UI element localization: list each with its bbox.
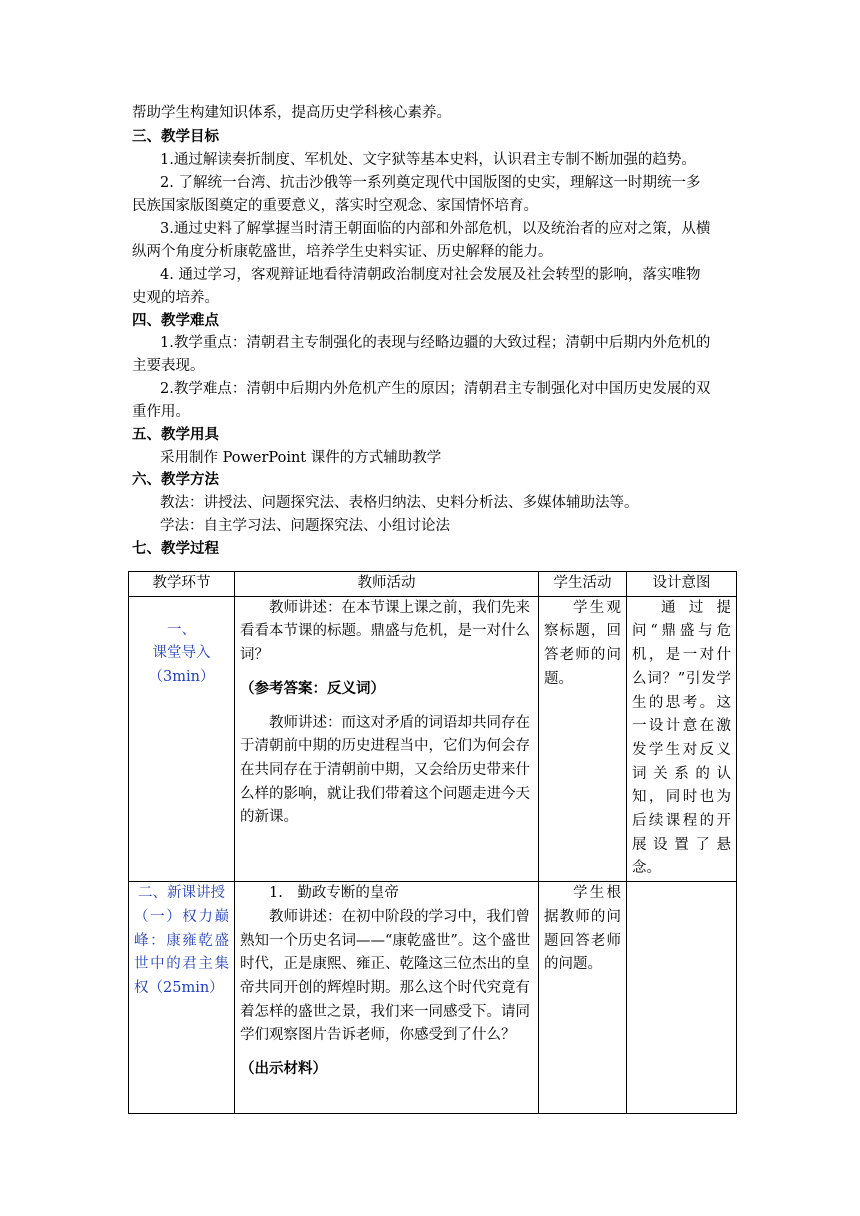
section-6-title: 六、教学方法 bbox=[132, 472, 219, 488]
teacher-subtitle: 1. 勤政专断的皇帝 bbox=[269, 885, 399, 902]
design-intent-cell bbox=[627, 882, 737, 1114]
student-activity-cell bbox=[539, 596, 627, 881]
table-row bbox=[129, 596, 737, 881]
intent-text: 通过提问“鼎盛与危机，是一对什么词？”引发学生的思考。这一设计意在激发学生对反义词关系的认知，同时也为后续课程的开展设置了悬念。 bbox=[632, 599, 731, 877]
reference-answer: （参考答案：反义词） bbox=[240, 680, 385, 697]
goal-line: 2. 了解统一台湾、抗击沙俄等一系列奠定现代中国版图的史实，理解这一时期统一多 bbox=[160, 175, 701, 191]
header-teacher: 教师活动 bbox=[235, 572, 539, 597]
stage-duration: （3min） bbox=[148, 669, 215, 686]
teaching-methods: 教法：讲授法、问题探究法、表格归纳法、史料分析法、多媒体辅助法等。 bbox=[160, 495, 639, 511]
tools-text: 采用制作 PowerPoint 课件的方式辅助教学 bbox=[160, 450, 442, 466]
difficulty-line: 1.教学重点：清朝君主专制强化的表现与经略边疆的大致过程；清朝中后期内外危机的 bbox=[160, 335, 711, 351]
difficulty-line: 主要表现。 bbox=[132, 358, 205, 374]
section-4-title: 四、教学难点 bbox=[132, 313, 219, 329]
stage-cell bbox=[129, 882, 235, 1114]
stage-name: 课堂导入 bbox=[152, 645, 211, 662]
intro-tail: 帮助学生构建知识体系，提高历史学科核心素养。 bbox=[132, 105, 451, 121]
difficulty-line: 重作用。 bbox=[132, 404, 190, 420]
design-intent-cell bbox=[627, 596, 737, 881]
teacher-text: 教师讲述：在本节课上课之前，我们先来看看本节课的标题。鼎盛与危机，是一对什么词？ bbox=[240, 599, 530, 664]
stage-cell bbox=[129, 596, 235, 881]
section-3-title: 三、教学目标 bbox=[132, 129, 219, 145]
teacher-activity-cell bbox=[235, 596, 539, 881]
teacher-text: 教师讲述：在初中阶段的学习中，我们曾熟知一个历史名词——“康乾盛世”。这个盛世时代，正是康熙、雍正、乾隆这三位杰出的皇帝共同开创的辉煌时期。那么这个时代究竟有着怎样的盛世之景，我们来一同感受下。请同学们观察图片告诉老师，你感受到了什么？ bbox=[240, 908, 531, 1044]
material-note: （出示材料） bbox=[240, 1061, 327, 1078]
section-5-title: 五、教学用具 bbox=[132, 427, 219, 443]
teaching-process-table bbox=[128, 571, 737, 1114]
header-student: 学生活动 bbox=[539, 572, 627, 597]
table-header-row bbox=[129, 572, 737, 597]
student-text: 学生根据教师的问题回答老师的问题。 bbox=[544, 885, 621, 973]
goal-line: 3.通过史料了解掌握当时清王朝面临的内部和外部危机，以及统治者的应对之策，从横 bbox=[160, 221, 711, 237]
table-row bbox=[129, 882, 737, 1114]
student-text: 学生观察标题，回答老师的问题。 bbox=[544, 599, 621, 687]
stage-name: （一）权力巅峰：康雍乾盛世中的君主集权（25min） bbox=[134, 908, 229, 996]
stage-number: 一、 bbox=[167, 621, 196, 638]
goal-line: 纵两个角度分析康乾盛世，培养学生史料实证、历史解释的能力。 bbox=[132, 244, 553, 260]
teacher-activity-cell bbox=[235, 882, 539, 1114]
difficulty-line: 2.教学难点：清朝中后期内外危机产生的原因；清朝君主专制强化对中国历史发展的双 bbox=[160, 381, 711, 397]
teacher-text: 教师讲述：而这对矛盾的词语却共同存在于清朝前中期的历史进程当中，它们为何会存在共同存在于清朝前中期，又会给历史带来什么样的影响，就让我们带着这个问题走进今天的新课。 bbox=[240, 714, 530, 826]
goal-line: 民族国家版图奠定的重要意义，落实时空观念、家国情怀培育。 bbox=[132, 198, 538, 214]
stage-number: 二、新课讲授 bbox=[138, 885, 225, 902]
header-intent: 设计意图 bbox=[627, 572, 737, 597]
learning-methods: 学法：自主学习法、问题探究法、小组讨论法 bbox=[160, 518, 450, 534]
header-stage: 教学环节 bbox=[129, 572, 235, 597]
goal-line: 1.通过解读奏折制度、军机处、文字狱等基本史料，认识君主专制不断加强的趋势。 bbox=[160, 152, 696, 168]
goal-line: 4. 通过学习，客观辩证地看待清朝政治制度对社会发展及社会转型的影响，落实唯物 bbox=[160, 267, 701, 283]
student-activity-cell bbox=[539, 882, 627, 1114]
goal-line: 史观的培养。 bbox=[132, 290, 219, 306]
section-7-title: 七、教学过程 bbox=[132, 541, 219, 557]
